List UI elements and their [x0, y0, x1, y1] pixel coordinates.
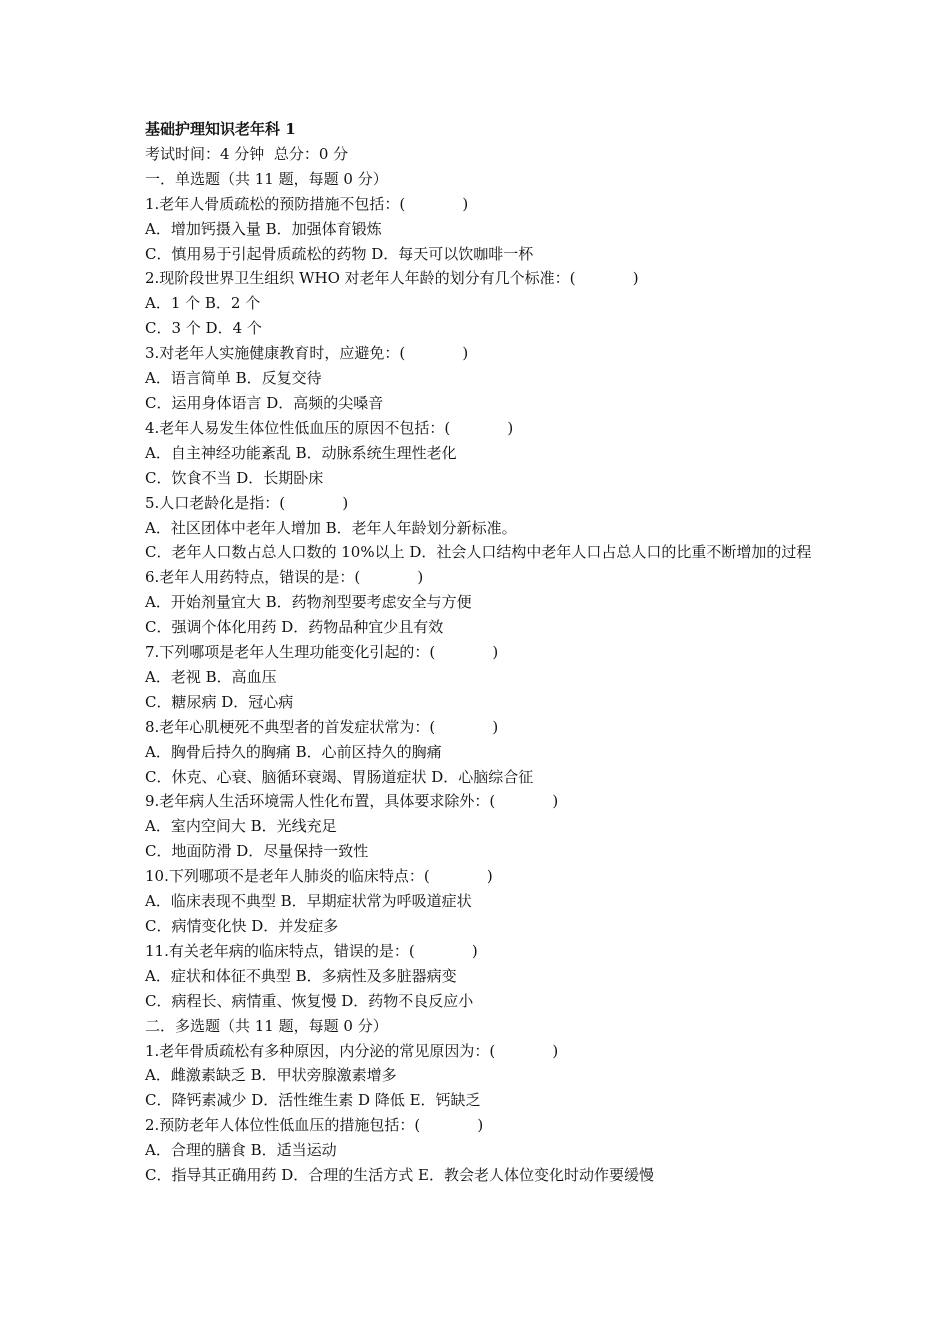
answer-options: C．降钙素减少 D．活性维生素 D 降低 E．钙缺乏: [145, 1091, 481, 1110]
answer-options: C．老年人口数占总人口数的 10%以上 D．社会人口结构中老年人口占总人口的比重不断增加的过程: [145, 543, 812, 562]
question-text: 2.预防老年人体位性低血压的措施包括：( ): [145, 1116, 484, 1135]
answer-options: A．社区团体中老年人增加 B．老年人年龄划分新标准。: [145, 518, 517, 537]
question-text: 1.老年骨质疏松有多种原因，内分泌的常见原因为：( ): [145, 1041, 559, 1060]
question-text: 9.老年病人生活环境需人性化布置，具体要求除外：( ): [145, 792, 559, 811]
answer-options: C．病程长、病情重、恢复慢 D．药物不良反应小: [145, 991, 474, 1010]
question-text: 11.有关老年病的临床特点，错误的是：( ): [145, 941, 478, 960]
question-text: 2.现阶段世界卫生组织 WHO 对老年人年龄的划分有几个标准：( ): [145, 269, 639, 288]
answer-options: C．地面防滑 D．尽量保持一致性: [145, 842, 369, 861]
question-text: 5.人口老龄化是指：( ): [145, 493, 349, 512]
answer-options: A．胸骨后持久的胸痛 B．心前区持久的胸痛: [145, 742, 442, 761]
answer-options: C．饮食不当 D．长期卧床: [145, 468, 324, 487]
question-text: 4.老年人易发生体位性低血压的原因不包括：( ): [145, 418, 514, 437]
answer-options: C．病情变化快 D．并发症多: [145, 917, 339, 935]
answer-options: A．老视 B．高血压: [145, 667, 277, 686]
question-text: 7.下列哪项是老年人生理功能变化引起的：( ): [145, 643, 499, 662]
document-title: 基础护理知识老年科 1: [145, 120, 296, 138]
answer-options: A．1 个 B．2 个: [145, 294, 261, 313]
answer-options: A．合理的膳食 B．适当运动: [145, 1141, 337, 1160]
question-text: 10.下列哪项不是老年人肺炎的临床特点：( ): [145, 867, 493, 886]
answer-options: C．指导其正确用药 D．合理的生活方式 E．教会老人体位变化时动作要缓慢: [145, 1166, 654, 1185]
answer-options: A．自主神经功能紊乱 B．动脉系统生理性老化: [145, 443, 457, 462]
question-text: 1.老年人骨质疏松的预防措施不包括：( ): [145, 194, 469, 213]
answer-options: A．增加钙摄入量 B．加强体育锻炼: [145, 219, 382, 238]
answer-options: A．开始剂量宜大 B．药物剂型要考虑安全与方便: [145, 593, 472, 612]
section-heading: 一．单选题（共 11 题，每题 0 分）: [145, 169, 388, 188]
answer-options: C．糖尿病 D．冠心病: [145, 692, 294, 711]
answer-options: A．症状和体征不典型 B．多病性及多脏器病变: [145, 966, 457, 985]
answer-options: C．慎用易于引起骨质疏松的药物 D．每天可以饮咖啡一杯: [145, 244, 534, 263]
answer-options: C．休克、心衰、脑循环衰竭、胃肠道症状 D．心脑综合征: [145, 767, 534, 786]
question-text: 8.老年心肌梗死不典型者的首发症状常为：( ): [145, 717, 499, 736]
exam-meta: 考试时间：4 分钟 总分：0 分: [145, 144, 349, 163]
answer-options: C．运用身体语言 D．高频的尖嗓音: [145, 393, 384, 412]
answer-options: A．临床表现不典型 B．早期症状常为呼吸道症状: [145, 892, 472, 911]
exam-document: [145, 117, 825, 1188]
answer-options: A．室内空间大 B．光线充足: [145, 817, 337, 836]
answer-options: C．3 个 D．4 个: [145, 319, 262, 338]
question-text: 6.老年人用药特点，错误的是：( ): [145, 568, 424, 587]
answer-options: A．语言简单 B．反复交待: [145, 369, 322, 388]
answer-options: A．雌激素缺乏 B．甲状旁腺激素增多: [145, 1066, 397, 1085]
section-heading: 二．多选题（共 11 题，每题 0 分）: [145, 1016, 388, 1035]
answer-options: C．强调个体化用药 D．药物品种宜少且有效: [145, 618, 444, 637]
question-text: 3.对老年人实施健康教育时，应避免：( ): [145, 344, 469, 363]
